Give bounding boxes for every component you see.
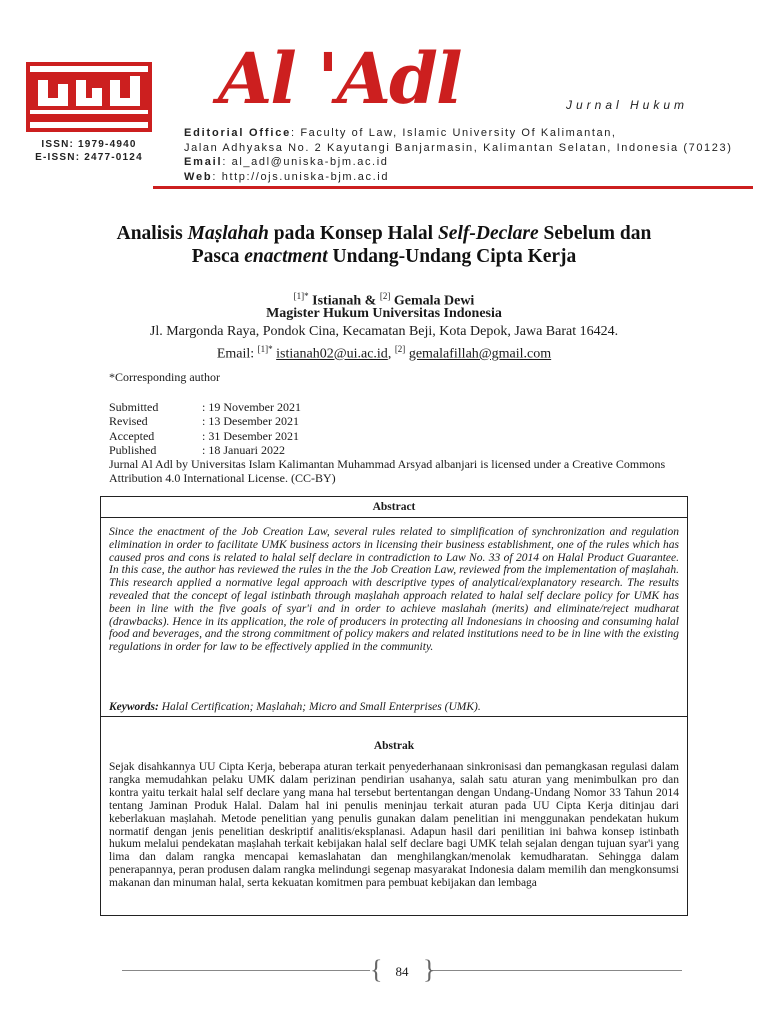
article-title: Analisis Maṣlahah pada Konsep Halal Self-Declare Sebelum dan Pasca enactment Undang-Undang Cipta Kerja bbox=[116, 223, 652, 267]
keywords: Keywords: Halal Certification; Maṣlahah; Micro and Small Enterprises (UMK). bbox=[109, 701, 481, 713]
issn: ISSN: 1979-4940 bbox=[41, 139, 137, 150]
corresponding-note: *Corresponding author bbox=[109, 370, 220, 384]
article-dates bbox=[109, 400, 301, 457]
affiliation: Magister Hukum Universitas Indonesia bbox=[266, 306, 502, 321]
abstract-english-box bbox=[100, 496, 688, 717]
footer-rule-right bbox=[430, 970, 682, 971]
author-emails: Email: $^{[1]*}$ istianah02@ui.ac.id, [2] gemalafillah@gmail.com bbox=[216, 344, 552, 362]
abstract-text: Since the enactment of the Job Creation Law, several rules related to simplification of synchronization and regulation elimination in order to facilitate UMK business actors in licensing their business establishment, one of the rules which has caused pros and cons is related to halal self declare in contradiction to Law No. 33 of 2014 on Halal Product Guarantee. In this case, the author has reviewed the rules in the the Job Creation Law, reviewed from the implementation of maṣlahah. This research applied a normative legal approach with descriptive types of analytical/explanatory research. The results revealed that the concept of legal istinbath through maṣlahah approach related to halal self declare policy for UMK has been in line with the five goals of syar'i and in order to achieve maslahah (merits) and eliminate/reject mudharat (drawbacks). Hence in its application, the role of producers in protecting all Indonesians in choosing and consuming halal food and beverages, and the strong commitment of policy makers and related institutions need to be in line with the existing regulations in order for law to be effectively applied in the community. bbox=[109, 526, 679, 654]
journal-logo bbox=[26, 62, 152, 132]
footer-brace-left: { bbox=[370, 955, 383, 984]
header-divider bbox=[153, 186, 753, 189]
office-text: : Faculty of Law, Islamic University Of Kalimantan, bbox=[291, 127, 617, 139]
al-adl-arabic-logo-icon bbox=[26, 62, 152, 132]
e-issn: E-ISSN: 2477-0124 bbox=[35, 152, 143, 163]
email-link-1[interactable]: istianah02@ui.ac.id bbox=[276, 346, 388, 362]
office-email-label: Email bbox=[184, 156, 223, 168]
office-web[interactable]: : http://ojs.uniska-bjm.ac.id bbox=[212, 170, 390, 183]
email-link-2[interactable]: gemalafillah@gmail.com bbox=[408, 346, 552, 362]
footer-rule-left bbox=[122, 970, 370, 971]
abstrak-text: Sejak disahkannya UU Cipta Kerja, beberapa aturan terkait penyederhanaan sinkronisasi dan pemangkasan regulasi dalam rangka memudahkan pelaku UMK dalam perizinan pendirian usahanya, salah satu aturan yang menimbulkan pro dan kontra yaitu terkait halal self declare yang mana hal tersebut bertentangan dengan Undang-Undang Nomor 33 Tahun 2014 tentang Jaminan Produk Halal. Dalam hal ini penulis meninjau terkait aturan pada UU Cipta Kerja ditinjau dari keberlakuan maṣlahah. Metode penelitian yang penulis gunakan dalam penelitian ini menggunakan pendekatan hukum normatif dengan jenis penelitian deskriptif analitis/eksplanasi. Adapun hasil dari penilitian ini bahwa konsep istinbath hukum melalui pendekatan maṣlahah terkait kebijakan halal self declare bagi UMK telah sejalan dengan tujuan syar'i yang lima dan dalam rangka mencapai kemaslahatan dan menghilangkan/menolak kemudharatan. Sehingga dalam penerapannya, peran produsen dalam rangka melindungi segenap masyarakat Indonesia dalam memilih dan mengkonsumsi makanan dan minuman halal, serta kekuatan komitmen para pembuat kebijakan dan lembaga bbox=[109, 761, 679, 890]
date-row-accepted: Accepted : 31 Desember 2021 bbox=[109, 428, 299, 443]
date-row-submitted: Submitted : 19 November 2021 bbox=[109, 400, 301, 414]
office-address: Jalan Adhyaksa No. 2 Kayutangi Banjarmasin, Kalimantan Selatan, Indonesia (70123) bbox=[184, 141, 733, 154]
office-web-label: Web bbox=[184, 170, 213, 183]
issn-block bbox=[26, 138, 152, 164]
author-list: $^{[1]*}$ Istianah & [2] Gemala Dewi bbox=[293, 291, 475, 309]
author-1: Istianah & bbox=[308, 293, 380, 309]
office-label: Editorial Office bbox=[184, 127, 292, 139]
abstract-heading: Abstract bbox=[372, 501, 416, 513]
page-number: 84 bbox=[395, 964, 409, 979]
date-row-published: Published : 18 Januari 2022 bbox=[109, 442, 285, 457]
author-2: Gemala Dewi bbox=[390, 293, 475, 309]
date-row-revised: Revised : 13 Desember 2021 bbox=[109, 414, 299, 429]
abstrak-heading: Abstrak bbox=[373, 740, 415, 752]
editorial-office bbox=[184, 126, 732, 184]
license-statement: Jurnal Al Adl by Universitas Islam Kalimantan Muhammad Arsyad albanjari is licensed under a Creative Commons Attribution 4.0 International License. (CC-BY) bbox=[109, 457, 666, 485]
affiliation-address: Jl. Margonda Raya, Pondok Cina, Kecamatan Beji, Kota Depok, Jawa Barat 16424. bbox=[149, 324, 619, 339]
journal-masthead: Al 'Adl bbox=[218, 37, 461, 120]
abstrak-indonesian-box bbox=[100, 716, 688, 916]
journal-subtitle: Jurnal Hukum bbox=[566, 98, 689, 112]
office-email[interactable]: : al_adl@uniska-bjm.ac.id bbox=[222, 156, 389, 168]
footer-brace-right: } bbox=[423, 955, 436, 984]
